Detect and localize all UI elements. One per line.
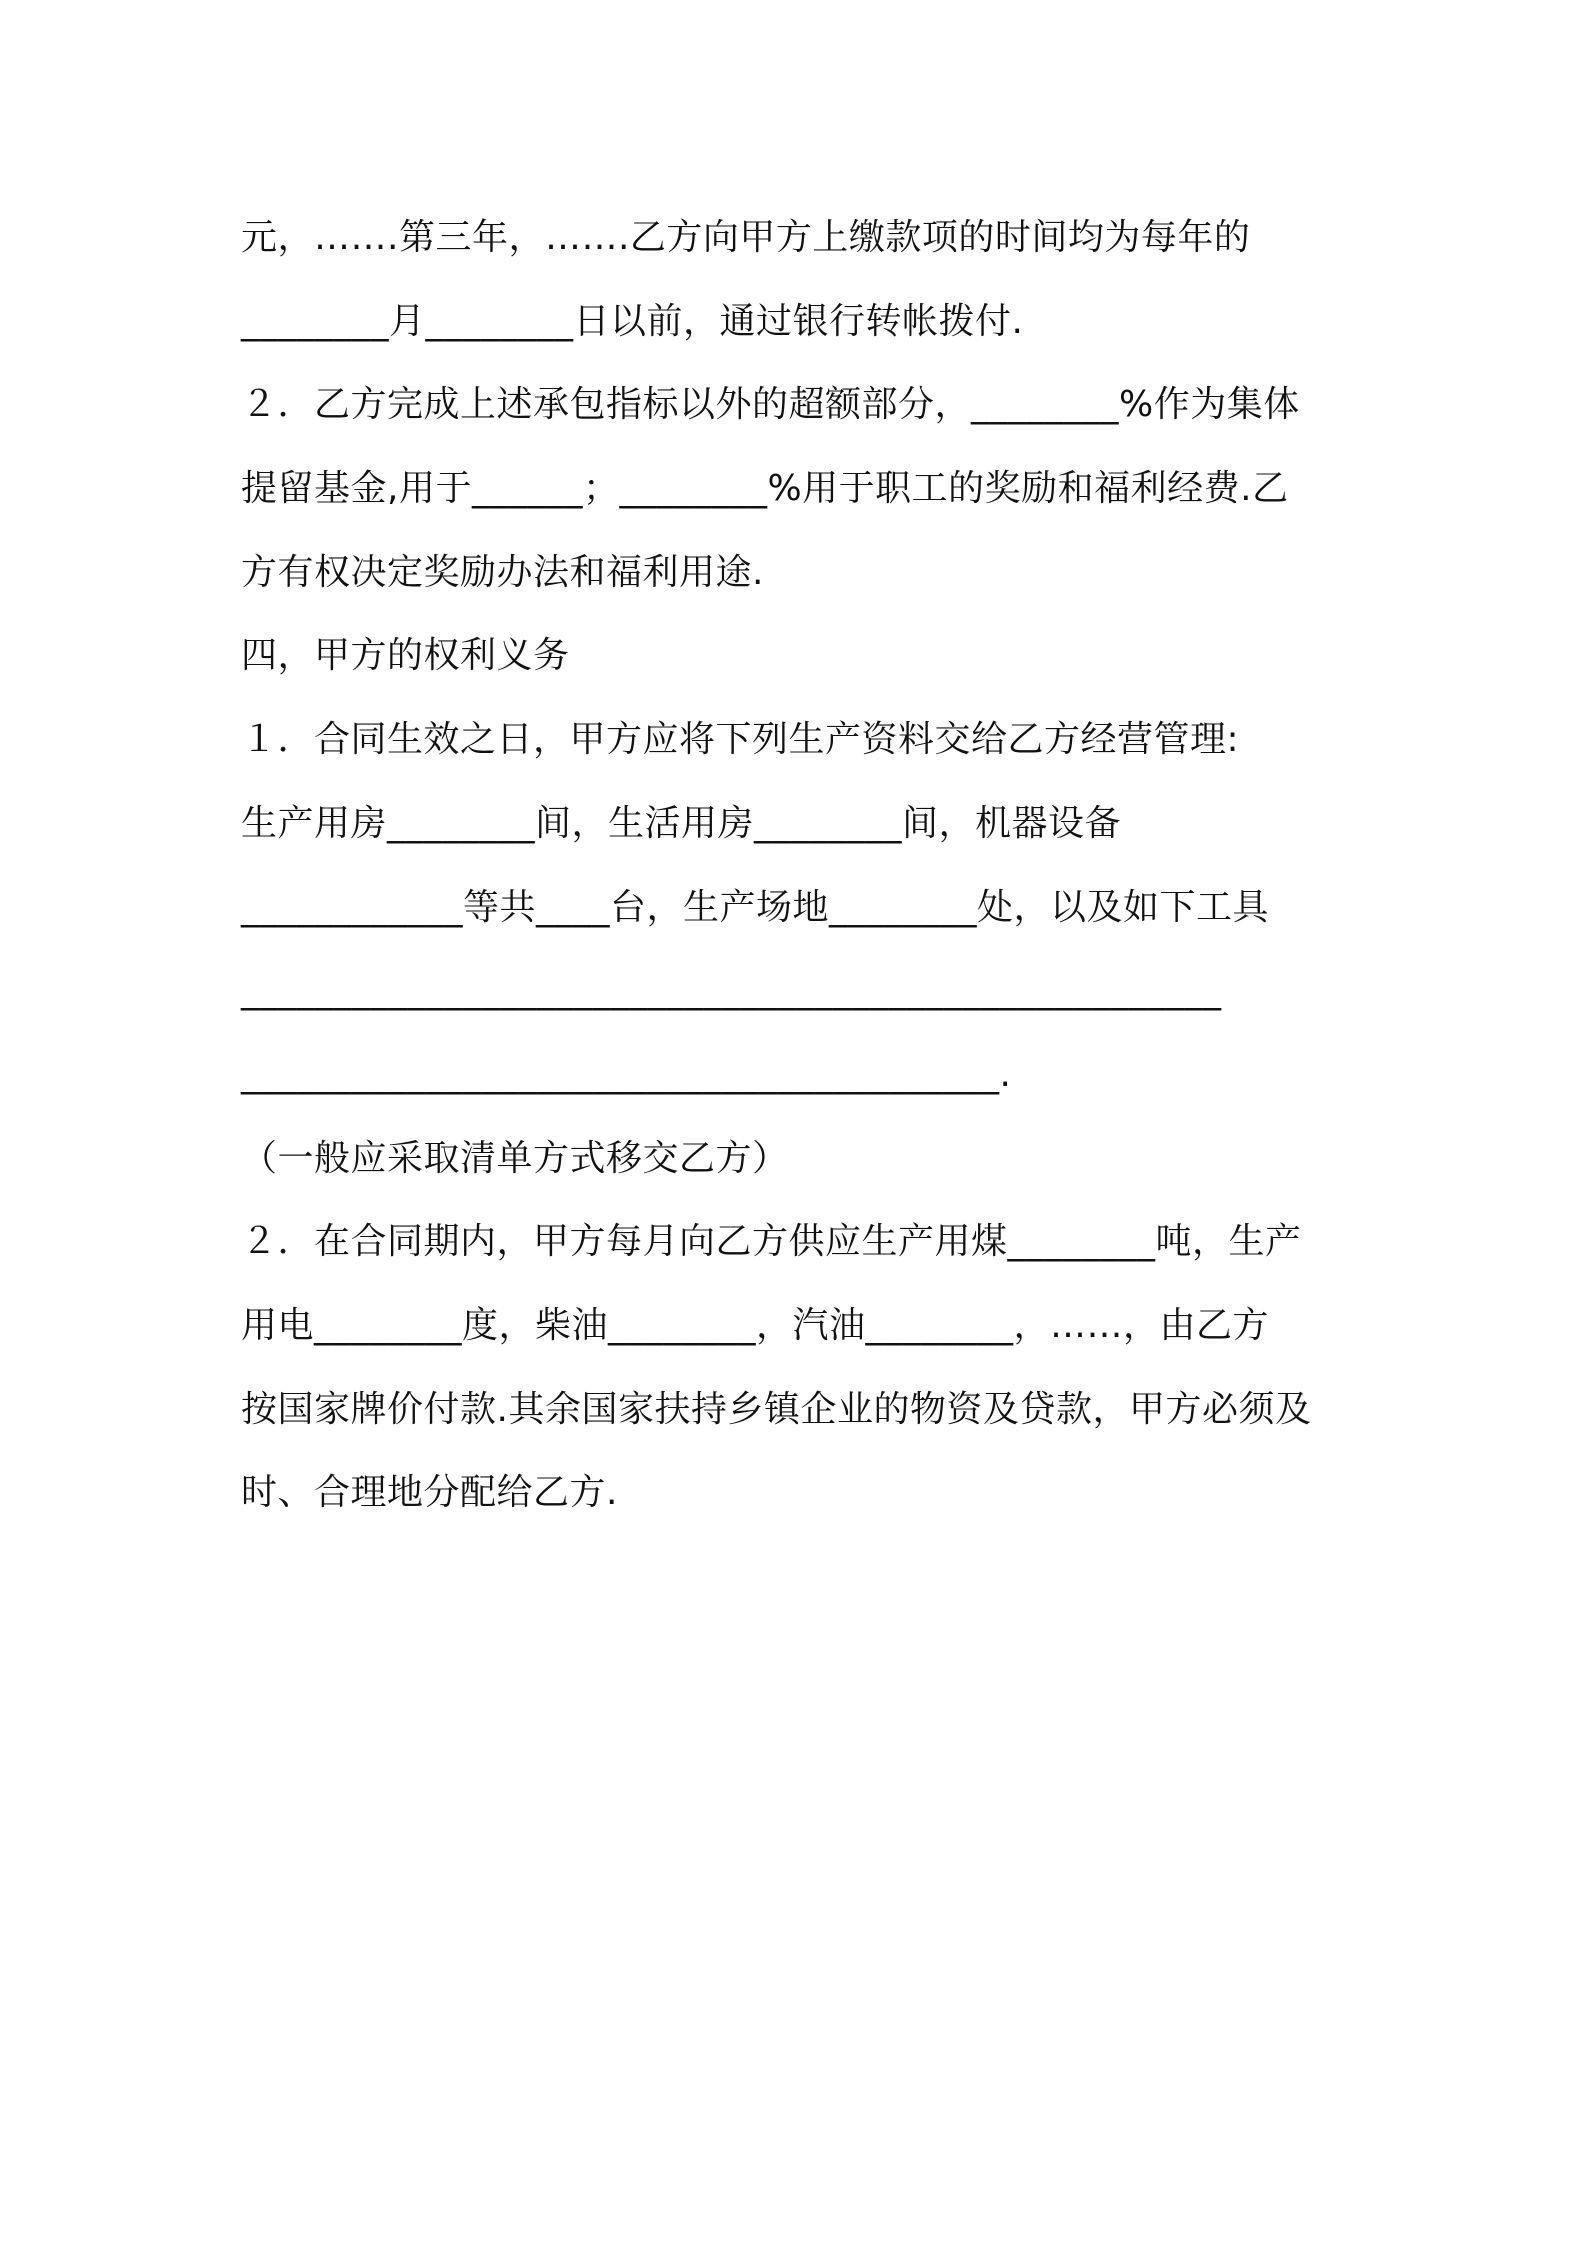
clause-2-line-2: 提留基金,用于______；________%用于职工的奖励和福利经费.乙 (241, 468, 1289, 510)
section-4-clause-1-line-5: _________________________________________. (241, 1053, 1012, 1095)
section-4-clause-1-line-4: _____________________________________________________ (241, 970, 1222, 1012)
clause-2-line-1: ２．乙方完成上述承包指标以外的超额部分，________%作为集体 (241, 384, 1300, 426)
clause-2-line-3: 方有权决定奖励办法和福利用途. (241, 551, 764, 593)
section-heading-4: 四，甲方的权利义务 (241, 635, 570, 677)
section-4-clause-2-line-3: 按国家牌价付款.其余国家扶持乡镇企业的物资及贷款，甲方必须及 (241, 1388, 1312, 1430)
section-4-clause-1-line-3: ____________等共____台，生产场地________处，以及如下工具 (241, 886, 1270, 928)
text-line-2: ________月________日以前，通过银行转帐拨付. (241, 300, 1024, 342)
section-4-clause-2-line-2: 用电________度，柴油________，汽油________，……，由乙方 (241, 1304, 1270, 1346)
section-4-clause-1-line-2: 生产用房________间，生活用房________间，机器设备 (241, 802, 1122, 844)
section-4-clause-1-line-1: １．合同生效之日，甲方应将下列生产资料交给乙方经营管理: (241, 719, 1240, 761)
document-body (241, 196, 1361, 1535)
section-4-clause-2-line-4: 时、合理地分配给乙方. (241, 1472, 618, 1514)
text-line-1: 元，…….第三年，…….乙方向甲方上缴款项的时间均为每年的 (241, 217, 1251, 258)
section-4-clause-2-line-1: ２．在合同期内，甲方每月向乙方供应生产用煤________吨，生产 (241, 1221, 1302, 1263)
section-4-note: （一般应采取清单方式移交乙方） (241, 1137, 789, 1179)
